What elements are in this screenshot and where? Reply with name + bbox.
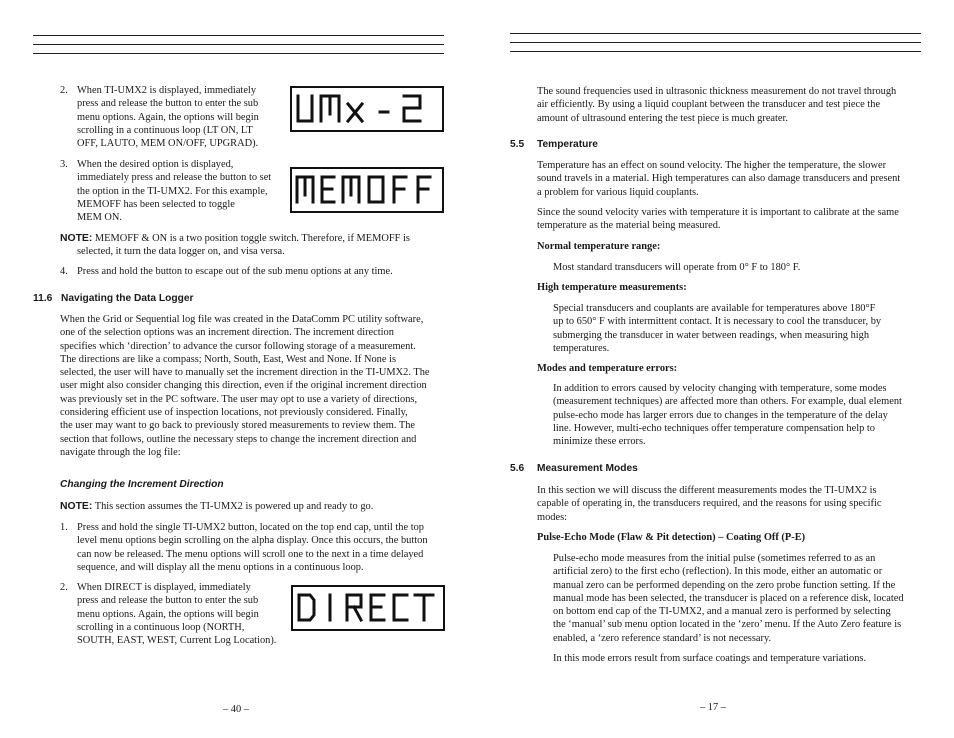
text-line: on bottom end cap of the TI-UMX2, and a manual zero is performed by selecting bbox=[553, 606, 891, 618]
paragraph bbox=[537, 159, 937, 199]
paragraph bbox=[537, 206, 937, 233]
text-line: navigate through the log file: bbox=[60, 446, 181, 458]
text-line: When the Grid or Sequential log file was created in the DataComm PC utility software, bbox=[60, 314, 424, 325]
svg-text:UMX-2: UMX-2 bbox=[292, 88, 296, 89]
text-line: air efficiently. By using a liquid couplant between the transducer and test piece the bbox=[537, 99, 881, 111]
text-line: one of the selection options was an increment direction. The increment direction bbox=[60, 327, 394, 339]
text-line: the ‘manual’ sub menu option located in the ‘zero’ menu. If the Auto Zero feature is bbox=[553, 619, 902, 631]
text-line: press and release the button to enter the sub bbox=[77, 595, 259, 607]
text-line: sequence, and will display all the menu options in a continuous loop. bbox=[77, 561, 364, 573]
lcd-segment-text bbox=[293, 587, 443, 629]
list-item-text bbox=[77, 84, 287, 150]
text-line: MEMOFF has been selected to toggle bbox=[77, 198, 235, 210]
text-line: temperatures. bbox=[553, 342, 610, 354]
text-line: specifies which ‘direction’ to advance the cursor following storage of a measurement. bbox=[60, 340, 416, 352]
paragraph bbox=[553, 302, 938, 355]
text-line: minimize these errors. bbox=[553, 436, 646, 448]
section-title: Navigating the Data Logger bbox=[61, 293, 194, 304]
text-line: The sound frequencies used in ultrasonic thickness measurement do not travel through bbox=[537, 86, 897, 97]
lcd-segment-text bbox=[292, 169, 442, 211]
list-item-text bbox=[77, 521, 457, 574]
list-number: 4. bbox=[60, 266, 68, 277]
header-rule-middle bbox=[33, 44, 444, 45]
subheading: High temperature measurements: bbox=[537, 282, 687, 293]
text-line: amount of ultrasound entering the test piece is much greater. bbox=[537, 112, 789, 124]
paragraph: In this mode errors result from surface coatings and temperature variations. bbox=[553, 653, 867, 664]
text-line: line. However, multi-echo techniques offer temperature compensation help to bbox=[553, 422, 875, 434]
text-line: up to 650° F with intermittent contact. It is necessary to cool the transducer, by bbox=[553, 316, 882, 328]
section-title: Temperature bbox=[537, 139, 598, 150]
note-text: This section assumes the TI-UMX2 is powered up and ready to go. bbox=[92, 501, 374, 512]
lcd-display-umx2 bbox=[290, 86, 444, 132]
header-rule-bottom bbox=[33, 53, 444, 54]
page-number: – 40 – bbox=[223, 704, 249, 715]
list-item-text bbox=[77, 581, 292, 647]
text-line: manual zero can be performed depending on the zero probe function setting. If the bbox=[553, 579, 896, 591]
text-line: In addition to errors caused by velocity changing with temperature, some modes bbox=[553, 383, 887, 394]
text-line: modes: bbox=[537, 511, 568, 523]
list-number: 3. bbox=[60, 159, 68, 170]
lcd-display-memoff bbox=[290, 167, 444, 213]
text-line: When DIRECT is displayed, immediately bbox=[77, 582, 251, 593]
paragraph bbox=[537, 85, 937, 125]
text-line: Pulse-echo mode measures from the initial pulse (sometimes referred to as an bbox=[553, 553, 876, 564]
page-number: – 17 – bbox=[700, 702, 726, 713]
text-line: selected, the user will have to manually set the increment direction in the TI-UMX2. The bbox=[60, 367, 430, 379]
paragraph: Most standard transducers will operate from 0° F to 180° F. bbox=[553, 262, 801, 273]
text-line: MEM ON. bbox=[77, 212, 123, 224]
lcd-display-direct bbox=[291, 585, 445, 631]
note-label: NOTE: bbox=[60, 233, 93, 244]
svg-text:MEMOFF: MEMOFF bbox=[292, 169, 297, 170]
text-line: menu options. Again, the options will begin bbox=[77, 608, 259, 620]
text-line: the option in the TI-UMX2. For this example, bbox=[77, 185, 268, 197]
text-line: Press and hold the single TI-UMX2 button, located on the top end cap, until the top bbox=[77, 522, 424, 533]
subheading: Modes and temperature errors: bbox=[537, 363, 678, 374]
lcd-segment-text bbox=[292, 88, 442, 130]
subheading: Pulse-Echo Mode (Flaw & Pit detection) – Coating Off (P-E) bbox=[537, 532, 806, 543]
note-line bbox=[60, 232, 450, 245]
text-line: considering efficient use of inspection locations, not previously considered. Finally, bbox=[60, 407, 408, 419]
paragraph bbox=[553, 382, 938, 448]
text-line: In this section we will discuss the different measurements modes the TI-UMX2 is bbox=[537, 485, 877, 496]
header-rule-top bbox=[33, 35, 444, 36]
note-block bbox=[60, 500, 460, 513]
text-line: scrolling in a continuous loop (NORTH, bbox=[77, 621, 245, 633]
text-line: press and release the button to enter the sub bbox=[77, 98, 259, 110]
text-line: scrolling in a continuous loop (LT ON, LT bbox=[77, 124, 253, 136]
text-line: was previously set in the PC software. The user may opt to use a variety of directions, bbox=[60, 393, 418, 405]
list-number: 2. bbox=[60, 582, 68, 593]
text-line: sound travels in a material. High temperatures can also damage transducers and present bbox=[537, 173, 901, 185]
text-line: submerging the transducer in water between readings, when measuring high bbox=[553, 329, 870, 341]
text-line: can now be released. The menu options will scroll one to the next in a time delayed bbox=[77, 548, 424, 560]
header-rule-top bbox=[510, 33, 921, 34]
text-line: the user may want to go back to previously stored measurements to review them. The bbox=[60, 420, 416, 432]
list-number: 1. bbox=[60, 522, 68, 533]
list-number: 2. bbox=[60, 85, 68, 96]
svg-text:DIRECT: DIRECT bbox=[293, 587, 297, 588]
text-line: immediately press and release the button to set bbox=[77, 172, 272, 184]
text-line: level menu options begin scrolling on the alpha display. Once this occurs, the button bbox=[77, 535, 428, 547]
section-title: Measurement Modes bbox=[537, 463, 638, 474]
header-rule-middle bbox=[510, 42, 921, 43]
list-item-text: Press and hold the button to escape out of the sub menu options at any time. bbox=[77, 266, 393, 277]
text-line: (measurement techniques) are affected more than others. For example, dual element bbox=[553, 396, 902, 408]
text-line: a problem for various liquid couplants. bbox=[537, 186, 699, 198]
text-line: When the desired option is displayed, bbox=[77, 159, 234, 170]
text-line: The directions are like a compass; North, South, East, West and None. If None is bbox=[60, 353, 397, 365]
text-line: Since the sound velocity varies with temperature it is important to calibrate at the same bbox=[537, 207, 899, 218]
section-number: 5.5 bbox=[510, 139, 525, 150]
right-page bbox=[477, 0, 954, 738]
text-line: temperature as the material being measured. bbox=[537, 220, 721, 232]
text-line: When TI-UMX2 is displayed, immediately bbox=[77, 85, 257, 96]
text-line: menu options. Again, the options will begin bbox=[77, 111, 259, 123]
paragraph bbox=[553, 552, 938, 645]
text-line: Temperature has an effect on sound velocity. The higher the temperature, the slower bbox=[537, 160, 887, 171]
subheading: Normal temperature range: bbox=[537, 241, 661, 252]
paragraph bbox=[60, 313, 460, 459]
subsection-heading: Changing the Increment Direction bbox=[60, 479, 224, 490]
text-line: Special transducers and couplants are available for temperatures above 180°F bbox=[553, 303, 876, 314]
paragraph bbox=[537, 484, 937, 524]
text-line: SOUTH, EAST, WEST, Current Log Location). bbox=[77, 635, 277, 647]
text-line: user might also consider changing this direction, even if the original increment direction bbox=[60, 380, 427, 392]
section-number: 5.6 bbox=[510, 463, 525, 474]
note-line: selected, it turn the data logger on, and visa versa. bbox=[77, 246, 285, 258]
text-line: manual mode has been selected, the transducer is placed on a reference disk, located bbox=[553, 592, 904, 604]
text-line: capable of operating in, the transducers required, and the reasons for using specific bbox=[537, 498, 882, 510]
note-label: NOTE: bbox=[60, 501, 93, 512]
text-line: pulse-echo mode has larger errors due to changes in the temperature of the delay bbox=[553, 409, 888, 421]
text-line: artificial zero) to the first echo (reflection). In this mode, either an automatic or bbox=[553, 566, 883, 578]
note-text: MEMOFF & ON is a two position toggle switch. Therefore, if MEMOFF is bbox=[92, 233, 410, 244]
text-line: enabled, a ‘zero reference standard’ is not necessary. bbox=[553, 632, 772, 644]
text-line: OFF, LAUTO, MEM ON/OFF, UPGRAD). bbox=[77, 138, 259, 150]
text-line: section that follows, outline the necessary steps to change the increment direction and bbox=[60, 433, 417, 445]
list-item-text bbox=[77, 158, 287, 224]
note-block bbox=[60, 232, 450, 259]
header-rule-bottom bbox=[510, 51, 921, 52]
section-number: 11.6 bbox=[33, 293, 53, 304]
